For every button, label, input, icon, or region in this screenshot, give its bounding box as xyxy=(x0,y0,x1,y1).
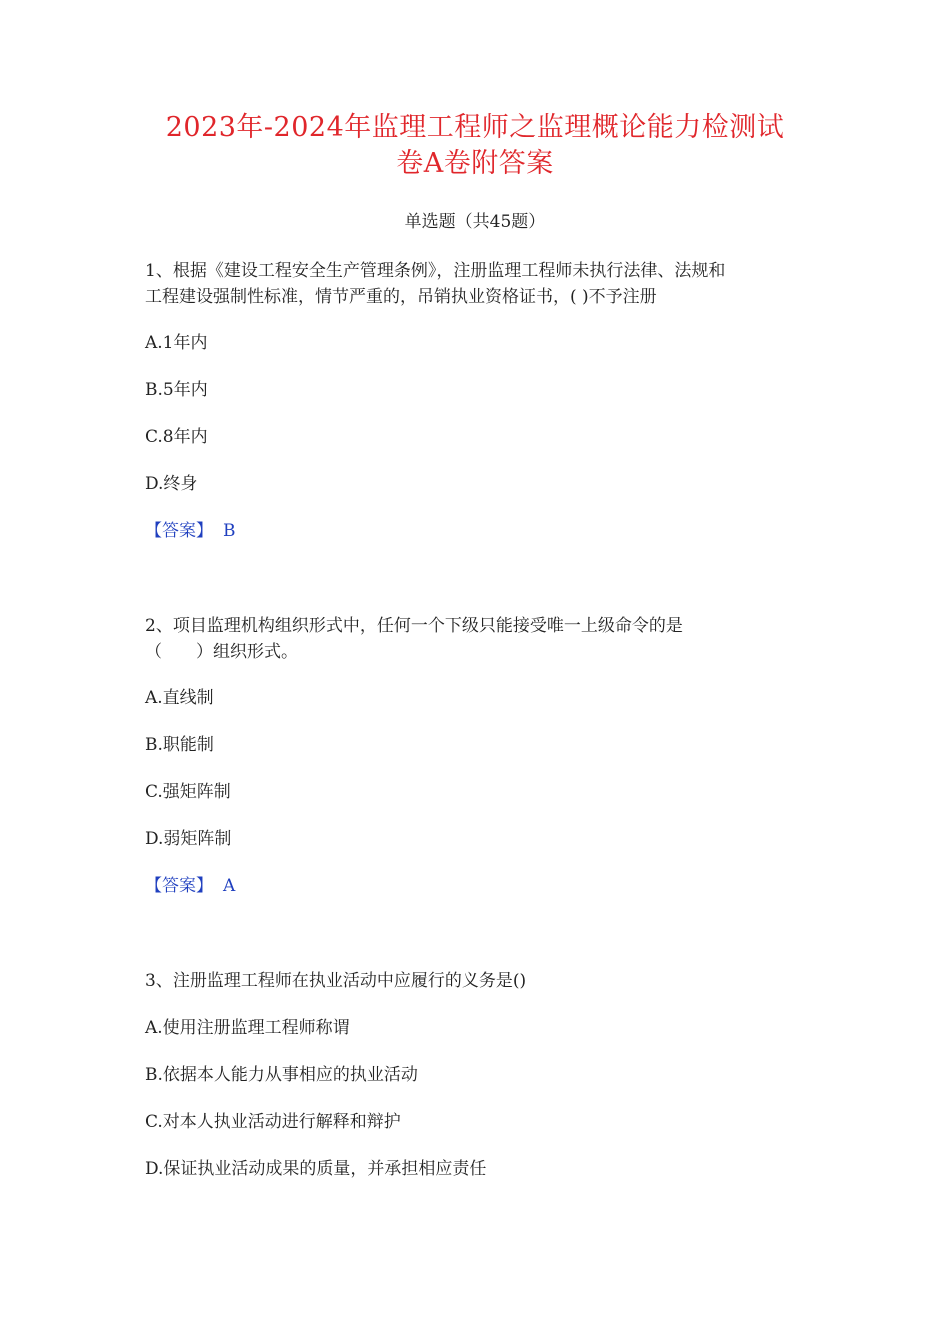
question-1-option-b: B.5年内 xyxy=(145,380,208,400)
question-2-option-b: B.职能制 xyxy=(145,735,214,755)
question-1-option-a: A.1年内 xyxy=(145,333,208,353)
question-2-stem-line2: （ ）组织形式。 xyxy=(145,642,298,662)
question-1-option-d: D.终身 xyxy=(145,474,198,494)
question-1-stem-line2: 工程建设强制性标准，情节严重的，吊销执业资格证书，( )不予注册 xyxy=(145,287,657,307)
question-1-option-c: C.8年内 xyxy=(145,427,208,447)
answer-value: B xyxy=(223,521,236,541)
question-3-option-d: D.保证执业活动成果的质量，并承担相应责任 xyxy=(145,1159,487,1179)
question-2-option-c: C.强矩阵制 xyxy=(145,782,231,802)
answer-value: A xyxy=(223,876,236,896)
question-3-option-c: C.对本人执业活动进行解释和辩护 xyxy=(145,1112,401,1132)
question-2-option-d: D.弱矩阵制 xyxy=(145,829,232,849)
document-title-line2: 卷A卷附答案 xyxy=(396,148,554,179)
question-2-stem-line1: 2、项目监理机构组织形式中，任何一个下级只能接受唯一上级命令的是 xyxy=(145,616,683,636)
question-2-answer xyxy=(145,874,825,898)
answer-label: 【答案】 xyxy=(145,876,213,896)
document-title-line1: 2023年-2024年监理工程师之监理概论能力检测试 xyxy=(165,112,785,143)
question-2-option-a: A.直线制 xyxy=(145,688,214,708)
answer-label: 【答案】 xyxy=(145,521,213,541)
section-heading: 单选题（共45题） xyxy=(404,212,546,232)
question-1-stem-line1: 1、根据《建设工程安全生产管理条例》，注册监理工程师未执行法律、法规和 xyxy=(145,261,726,281)
question-3-stem-line1: 3、注册监理工程师在执业活动中应履行的义务是() xyxy=(145,971,527,991)
question-3-option-b: B.依据本人能力从事相应的执业活动 xyxy=(145,1065,418,1085)
question-3-option-a: A.使用注册监理工程师称谓 xyxy=(145,1018,350,1038)
question-1-answer xyxy=(145,519,825,543)
